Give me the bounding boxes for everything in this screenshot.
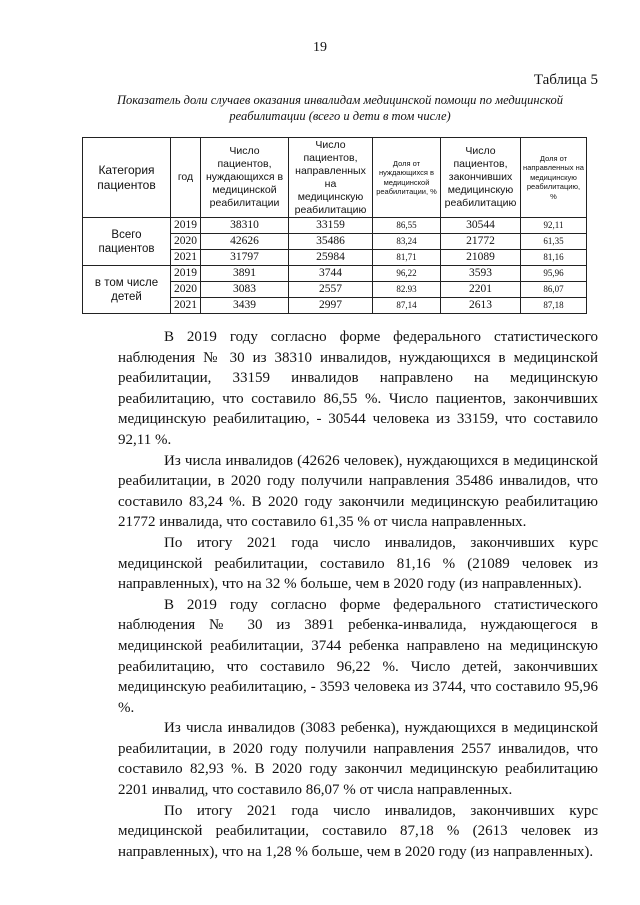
share-need-cell: 96,22: [373, 266, 441, 282]
share-referred-cell: 61,35: [521, 234, 587, 250]
paragraph: В 2019 году согласно форме федерального статистического наблюдения № 30 из 38310 инвалидов, нуждающихся в медицинской реабилитации, 33159 инвалидов направлено на медицинскую реабилитацию, что составило 86,55 %. Число пациентов, закончивших медицинскую реабилитацию, - 30544 человека из 33159, что составило 92,11 %.: [118, 329, 598, 448]
year-cell: 2020: [171, 234, 201, 250]
header-completed: Число пациентов, закончивших медицинскую реабилитацию: [441, 138, 521, 218]
need-cell: 31797: [201, 250, 289, 266]
need-cell: 3439: [201, 298, 289, 314]
completed-cell: 21089: [441, 250, 521, 266]
share-need-cell: 82.93: [373, 282, 441, 298]
header-referred: Число пациентов, направленных на медицинскую реабилитацию: [289, 138, 373, 218]
referred-cell: 2997: [289, 298, 373, 314]
table-row: [83, 266, 587, 282]
paragraph: По итогу 2021 года число инвалидов, закончивших курс медицинской реабилитации, составило 81,16 % (21089 человек из направленных), что на 32 % больше, чем в 2020 году (из направленных).: [118, 534, 598, 593]
share-referred-cell: 92,11: [521, 218, 587, 234]
referred-cell: 25984: [289, 250, 373, 266]
paragraph: Из числа инвалидов (42626 человек), нуждающихся в медицинской реабилитации, в 2020 году получили направления 35486 инвалидов, что составило 83,24 %. В 2020 году закончили медицинскую реабилитацию 21772 инвалида, что составило 61,35 % от числа направленных.: [118, 452, 598, 531]
page-number: 19: [313, 40, 327, 55]
category-cell: в том числе детей: [83, 266, 171, 314]
completed-cell: 3593: [441, 266, 521, 282]
need-cell: 3891: [201, 266, 289, 282]
share-referred-cell: 87,18: [521, 298, 587, 314]
share-need-cell: 86,55: [373, 218, 441, 234]
share-need-cell: 83,24: [373, 234, 441, 250]
paragraph: В 2019 году согласно форме федерального статистического наблюдения № 30 из 3891 ребенка-инвалида, нуждающегося в медицинской реабилитации, 3744 ребенка направлено на медицинскую реабилитацию, что составило 96,22 %. Число детей, закончивших медицинскую реабилитацию, - 3593 человека из 3744, что составило 95,96 %.: [118, 596, 598, 716]
need-cell: 3083: [201, 282, 289, 298]
completed-cell: 2201: [441, 282, 521, 298]
header-category: Категория пациентов: [83, 138, 171, 218]
paragraph: Из числа инвалидов (3083 ребенка), нуждающихся в медицинской реабилитации, в 2020 году получили направления 2557 инвалидов, что составило 82,93 %. В 2020 году закончил медицинскую реабилитацию 2201 инвалид, что составило 86,07 % от числа направленных.: [118, 720, 598, 799]
need-cell: 38310: [201, 218, 289, 234]
year-cell: 2021: [171, 250, 201, 266]
table-caption: Показатель доли случаев оказания инвалидам медицинской помощи по медицинской реабилитации (всего и дети в том числе): [116, 93, 564, 123]
need-cell: 42626: [201, 234, 289, 250]
completed-cell: 21772: [441, 234, 521, 250]
table-header-row: [83, 138, 587, 218]
header-share-of-need: Доля от нуждающихся в медицинской реабилитации, %: [373, 138, 441, 218]
share-need-cell: 81,71: [373, 250, 441, 266]
paragraph: По итогу 2021 года число инвалидов, закончивших курс медицинской реабилитации, составило 87,18 % (2613 человек из направленных), что на 1,28 % больше, чем в 2020 году (из направленных).: [118, 802, 598, 860]
year-cell: 2019: [171, 266, 201, 282]
referred-cell: 35486: [289, 234, 373, 250]
header-need-rehab: Число пациентов, нуждающихся в медицинской реабилитации: [201, 138, 289, 218]
share-referred-cell: 86,07: [521, 282, 587, 298]
table-row: [83, 218, 587, 234]
rehab-table: [82, 137, 587, 314]
referred-cell: 2557: [289, 282, 373, 298]
share-referred-cell: 81,16: [521, 250, 587, 266]
referred-cell: 33159: [289, 218, 373, 234]
share-referred-cell: 95,96: [521, 266, 587, 282]
header-year: год: [171, 138, 201, 218]
header-share-of-referred: Доля от направленных на медицинскую реабилитацию, %: [521, 138, 587, 218]
year-cell: 2020: [171, 282, 201, 298]
completed-cell: 2613: [441, 298, 521, 314]
completed-cell: 30544: [441, 218, 521, 234]
table-label: Таблица 5: [533, 72, 598, 88]
year-cell: 2019: [171, 218, 201, 234]
share-need-cell: 87,14: [373, 298, 441, 314]
category-cell: Всего пациентов: [83, 218, 171, 266]
referred-cell: 3744: [289, 266, 373, 282]
body-text: [118, 327, 598, 862]
year-cell: 2021: [171, 298, 201, 314]
